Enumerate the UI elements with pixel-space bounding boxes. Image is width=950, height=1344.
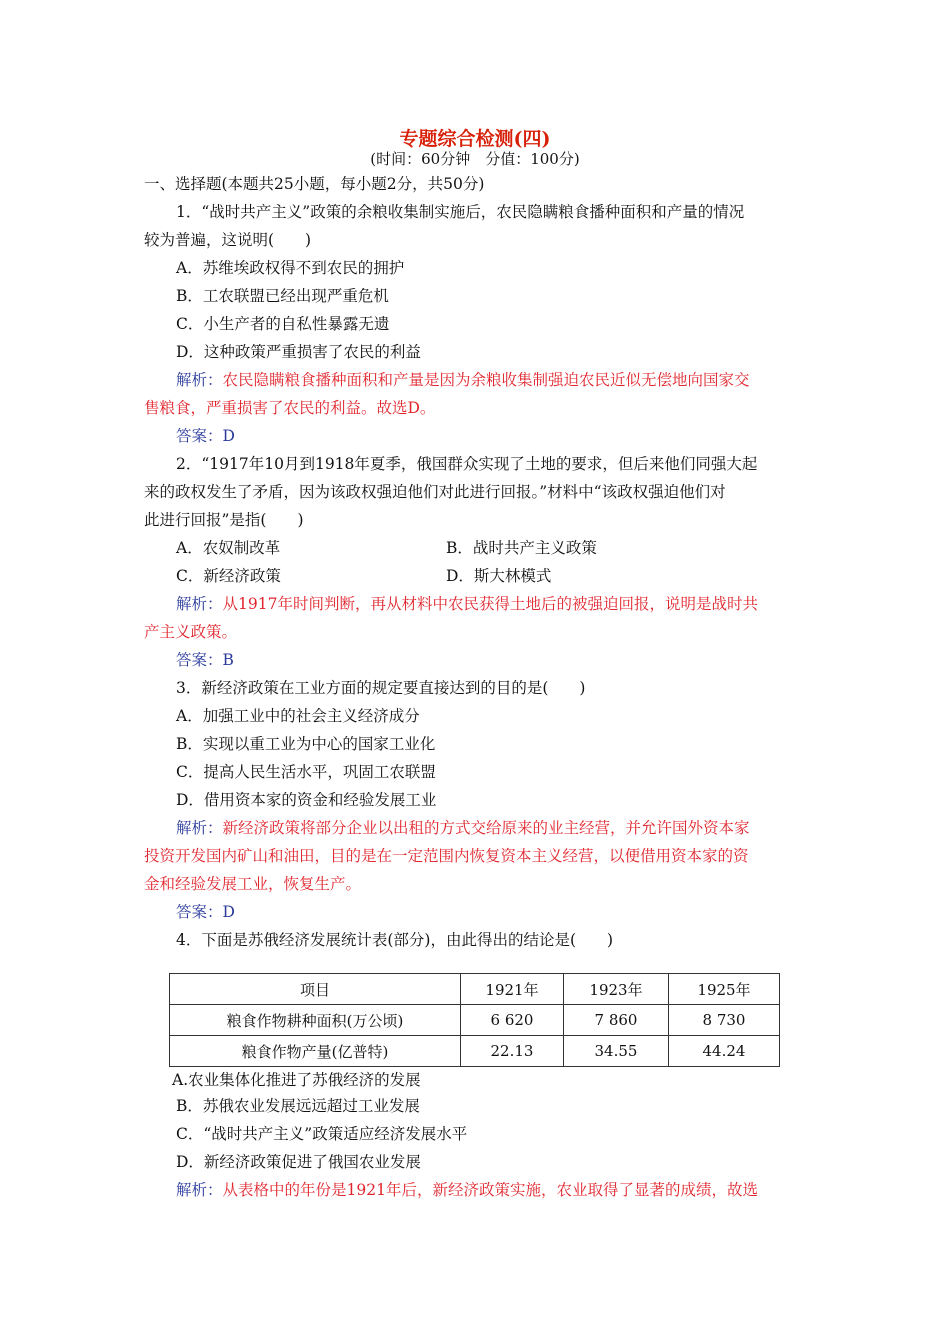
q4-option-a: A.农业集体化推进了苏俄经济的发展 [172, 1071, 421, 1089]
table-header-cell: 1923年 [564, 974, 669, 1005]
table-cell: 44.24 [669, 1036, 780, 1067]
table-cell: 34.55 [564, 1036, 669, 1067]
q2-analysis [176, 594, 758, 614]
q2-stem: 2．“1917年10月到1918年夏季，俄国群众实现了土地的要求，但后来他们同强大起 [176, 455, 758, 473]
q1-option-d: D．这种政策严重损害了农民的利益 [176, 343, 421, 361]
table-header-cell: 1925年 [669, 974, 780, 1005]
analysis-text: 从1917年时间判断，再从材料中农民获得土地后的被强迫回报，说明是战时共 [222, 595, 758, 613]
q1-stem-cont: 较为普遍，这说明( ) [144, 231, 312, 249]
page-subtitle: (时间：60分钟 分值：100分) [370, 150, 580, 168]
table-row [170, 1036, 780, 1067]
q2-option-d: D．斯大林模式 [446, 567, 552, 585]
q4-stem: 4．下面是苏俄经济发展统计表(部分)，由此得出的结论是( ) [176, 931, 614, 949]
analysis-text: 从表格中的年份是1921年后，新经济政策实施，农业取得了显著的成绩，故选 [222, 1181, 758, 1199]
q4-option-c: C．“战时共产主义”政策适应经济发展水平 [176, 1125, 468, 1143]
q4-option-d: D．新经济政策促进了俄国农业发展 [176, 1153, 421, 1171]
q3-option-d: D．借用资本家的资金和经验发展工业 [176, 791, 437, 809]
q2-answer: 答案：B [176, 651, 234, 669]
q4-option-b: B．苏俄农业发展远远超过工业发展 [176, 1097, 420, 1115]
analysis-label: 解析： [176, 595, 223, 613]
q3-option-c: C．提高人民生活水平，巩固工农联盟 [176, 763, 436, 781]
q3-option-b: B．实现以重工业为中心的国家工业化 [176, 735, 436, 753]
q2-stem-cont: 来的政权发生了矛盾，因为该政权强迫他们对此进行回报。”材料中“该政权强迫他们对 [144, 483, 726, 501]
q2-option-b: B．战时共产主义政策 [446, 539, 597, 557]
table-cell: 7 860 [564, 1005, 669, 1036]
q4-analysis [176, 1180, 758, 1200]
q2-analysis-cont: 产主义政策。 [144, 623, 238, 641]
table-cell: 粮食作物耕种面积(万公顷) [170, 1005, 461, 1036]
q1-option-c: C．小生产者的自私性暴露无遗 [176, 315, 390, 333]
statistics-table [169, 973, 780, 1067]
table-row [170, 1005, 780, 1036]
q1-option-b: B．工农联盟已经出现严重危机 [176, 287, 389, 305]
analysis-label: 解析： [176, 1181, 223, 1199]
q3-analysis-cont: 投资开发国内矿山和油田，目的是在一定范围内恢复资本主义经营，以便借用资本家的资 [144, 847, 749, 865]
table-cell: 6 620 [461, 1005, 564, 1036]
q1-analysis [176, 370, 750, 390]
table-cell: 8 730 [669, 1005, 780, 1036]
q1-analysis-cont: 售粮食，严重损害了农民的利益。故选D。 [144, 399, 436, 417]
analysis-text: 新经济政策将部分企业以出租的方式交给原来的业主经营，并允许国外资本家 [222, 819, 750, 837]
table-cell: 粮食作物产量(亿普特) [170, 1036, 461, 1067]
q2-option-a: A．农奴制改革 [176, 539, 281, 557]
q3-option-a: A．加强工业中的社会主义经济成分 [176, 707, 420, 725]
analysis-label: 解析： [176, 371, 223, 389]
section-heading: 一、选择题(本题共25小题，每小题2分，共50分) [144, 175, 485, 193]
q2-option-c: C．新经济政策 [176, 567, 281, 585]
q1-stem: 1．“战时共产主义”政策的余粮收集制实施后，农民隐瞒粮食播种面积和产量的情况 [176, 203, 745, 221]
page-title: 专题综合检测(四) [399, 128, 551, 150]
analysis-text: 农民隐瞒粮食播种面积和产量是因为余粮收集制强迫农民近似无偿地向国家交 [222, 371, 750, 389]
q1-option-a: A．苏维埃政权得不到农民的拥护 [176, 259, 405, 277]
q3-analysis [176, 818, 750, 838]
q1-answer: 答案：D [176, 427, 235, 445]
q3-analysis-cont-2: 金和经验发展工业，恢复生产。 [144, 875, 362, 893]
table-cell: 22.13 [461, 1036, 564, 1067]
q3-answer: 答案：D [176, 903, 235, 921]
analysis-label: 解析： [176, 819, 223, 837]
table-header-cell: 1921年 [461, 974, 564, 1005]
table-header-cell: 项目 [170, 974, 461, 1005]
q2-stem-cont-2: 此进行回报”是指( ) [144, 511, 304, 529]
table-header-row [170, 974, 780, 1005]
q3-stem: 3．新经济政策在工业方面的规定要直接达到的目的是( ) [176, 679, 586, 697]
